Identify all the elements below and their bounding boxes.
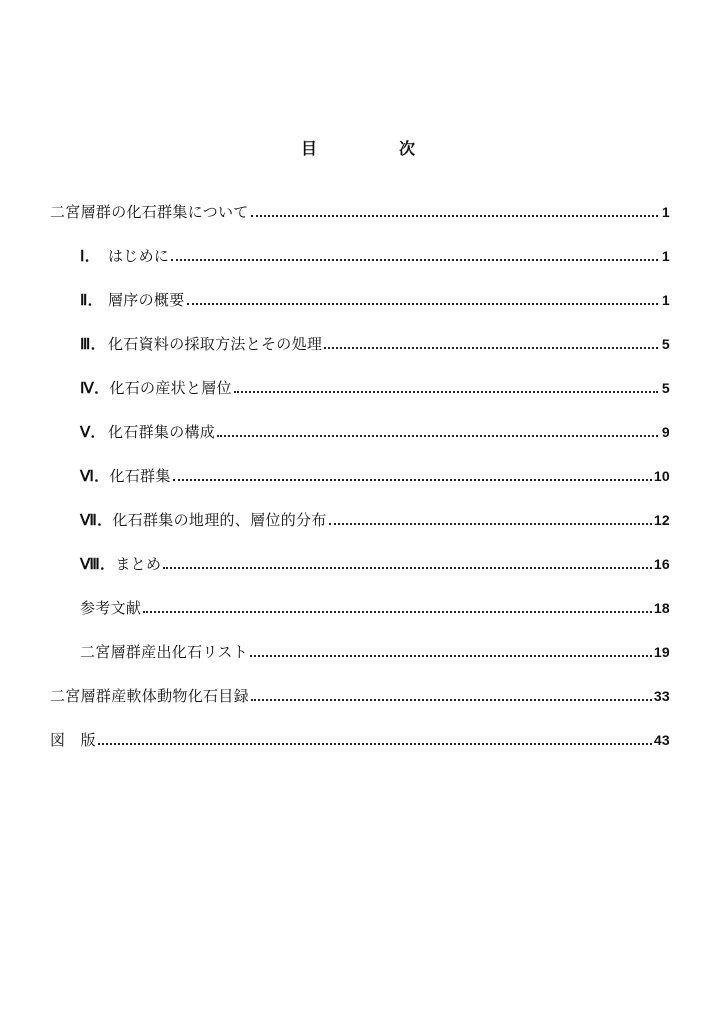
toc-entry-main-1	[50, 201, 670, 223]
toc-entry-page: 12	[653, 512, 670, 528]
toc-entry-plates	[50, 729, 670, 751]
toc-entry-page: 43	[653, 732, 670, 748]
toc-entry-number: Ⅰ．	[80, 249, 101, 265]
toc-entry-label: 層序の概要	[108, 291, 185, 309]
toc-entry-page: 18	[653, 600, 670, 616]
toc-entry-label: 化石群集の地理的、層位的分布	[112, 511, 327, 529]
toc-entry-number: Ⅴ．	[80, 425, 106, 441]
toc-entry-main-2	[50, 685, 670, 707]
dot-leader	[324, 346, 658, 349]
toc-entry-section-1	[80, 245, 670, 267]
toc-entry-number: Ⅵ．	[80, 469, 110, 485]
dot-leader	[171, 258, 658, 261]
dot-leader	[251, 698, 652, 701]
toc-entry-page: 1	[661, 248, 670, 264]
toc-entry-page: 5	[661, 336, 670, 352]
toc-entry-label: 二宮層群産軟体動物化石目録	[50, 687, 249, 705]
toc-entry-number: Ⅱ．	[80, 293, 103, 309]
toc-entry-page: 10	[653, 468, 670, 484]
toc-entry-page: 19	[653, 644, 670, 660]
toc-entry-page: 33	[653, 688, 670, 704]
toc-entry-number: Ⅶ．	[80, 513, 113, 529]
toc-entry-section-6	[80, 465, 670, 487]
toc-entry-page: 5	[661, 380, 670, 396]
title-char-2: 次	[399, 139, 416, 158]
toc-entry-label: 二宮層群の化石群集について	[50, 203, 249, 221]
toc-entry-label: 化石資料の採取方法とその処理	[108, 335, 323, 353]
toc-entry-label: 参考文献	[80, 599, 142, 617]
page-title	[0, 136, 720, 160]
toc-entry-section-3	[80, 333, 670, 355]
dot-leader	[163, 566, 652, 569]
toc-entry-section-4	[80, 377, 670, 399]
dot-leader	[217, 434, 658, 437]
toc-entry-label: まとめ	[115, 555, 162, 573]
title-char-1: 目	[301, 139, 318, 158]
toc-entry-number: Ⅷ．	[80, 557, 116, 573]
toc-entry-fossil-list	[80, 641, 670, 663]
toc-entry-section-8	[80, 553, 670, 575]
toc-entry-label: 化石の産状と層位	[109, 379, 232, 397]
toc-entry-label: 二宮層群産出化石リスト	[80, 643, 249, 661]
toc-entry-page: 1	[661, 292, 670, 308]
toc-entry-section-7	[80, 509, 670, 531]
toc-entry-number: Ⅳ．	[80, 381, 110, 397]
dot-leader	[250, 654, 652, 657]
dot-leader	[251, 214, 658, 217]
toc-entry-references	[80, 597, 670, 619]
toc-entry-label: 図 版	[50, 731, 96, 749]
toc-entry-page: 1	[661, 204, 670, 220]
dot-leader	[329, 522, 652, 525]
dot-leader	[187, 302, 658, 305]
dot-leader	[234, 390, 658, 393]
toc-entry-page: 16	[653, 556, 670, 572]
toc-entry-label: 化石群集の構成	[108, 423, 216, 441]
toc-entry-label: はじめに	[108, 247, 170, 265]
dot-leader	[98, 742, 652, 745]
toc-entry-section-5	[80, 421, 670, 443]
dot-leader	[173, 478, 652, 481]
toc-entry-label: 化石群集	[109, 467, 171, 485]
toc-entry-page: 9	[661, 424, 670, 440]
dot-leader	[143, 610, 652, 613]
toc-entry-section-2	[80, 289, 670, 311]
toc-entry-number: Ⅲ．	[80, 337, 106, 353]
